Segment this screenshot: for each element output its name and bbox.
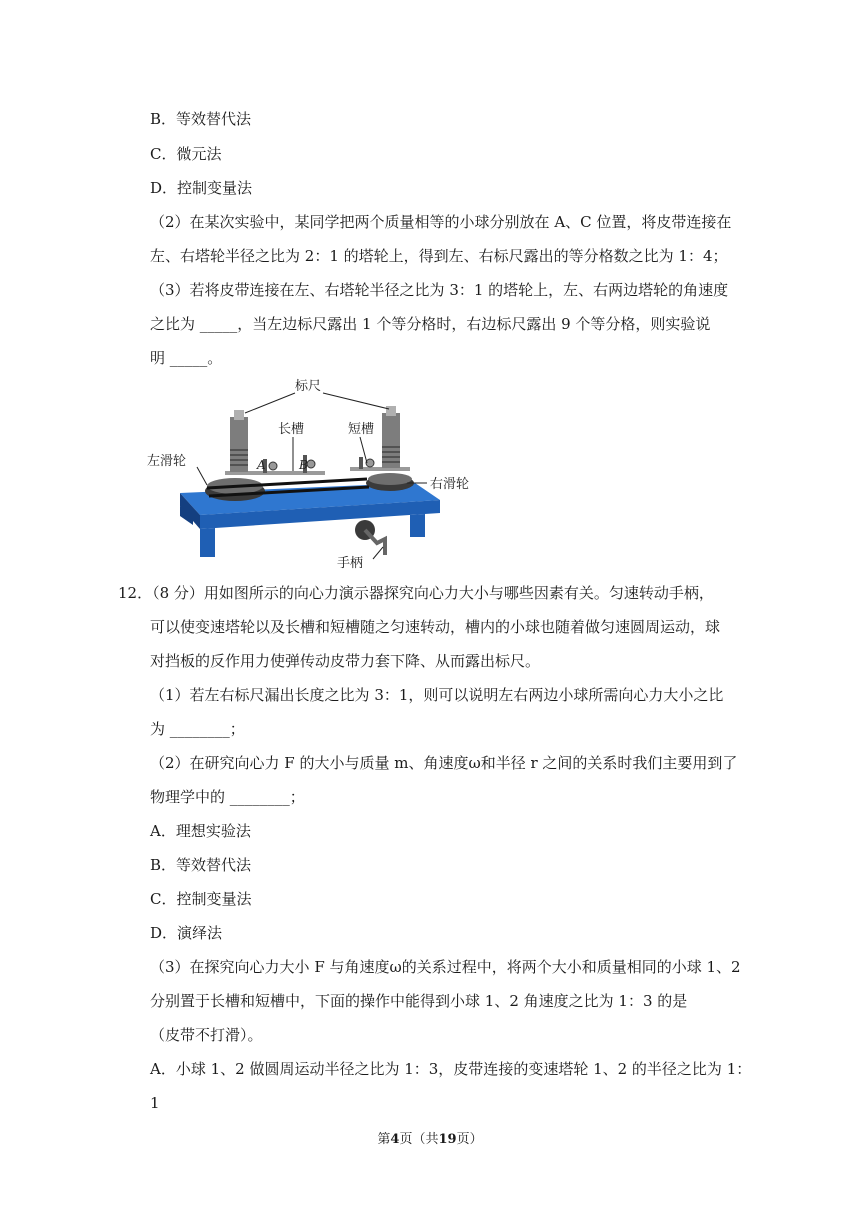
point-a-label: A bbox=[257, 458, 266, 472]
long-slot-label: 长槽 bbox=[278, 422, 305, 437]
question-12-line: 12．（8 分）用如图所示的向心力演示器探究向心力大小与哪些因素有关。匀速转动手柄， bbox=[118, 584, 714, 602]
paragraph-line: （3）若将皮带连接在左、右塔轮半径之比为 3：1 的塔轮上，左、右两边塔轮的角速度 bbox=[150, 281, 729, 299]
paragraph-line: （2）在研究向心力 F 的大小与质量 m、角速度ω和半径 r 之间的关系时我们主要用到了 bbox=[150, 754, 738, 772]
left-pulley-leader bbox=[197, 467, 207, 485]
option-b-line: B．等效替代法 bbox=[150, 856, 252, 874]
paragraph-line: （皮带不打滑）。 bbox=[150, 1026, 263, 1044]
paragraph-line: （1）若左右标尺漏出长度之比为 3：1，则可以说明左右两边小球所需向心力大小之比 bbox=[150, 686, 724, 704]
option-a-line: A．理想实验法 bbox=[150, 822, 251, 840]
paragraph-line: 之比为 _____，当左边标尺露出 1 个等分格时，右边标尺露出 9 个等分格，则实验说 bbox=[150, 315, 711, 333]
page-number: 4 bbox=[390, 1132, 400, 1147]
option-b-line: B．等效替代法 bbox=[150, 110, 252, 128]
option-c-line: C．控制变量法 bbox=[150, 890, 252, 908]
ruler-label: 标尺 bbox=[295, 379, 322, 394]
footer-middle: 页（共 bbox=[399, 1132, 439, 1147]
ball-a bbox=[269, 462, 277, 470]
paragraph-line: 对挡板的反作用力使弹传动皮带力套下降、从而露出标尺。 bbox=[150, 652, 541, 670]
ruler-leader bbox=[245, 393, 389, 413]
ball-b bbox=[307, 460, 315, 468]
left-column bbox=[230, 417, 248, 472]
point-b-label: B bbox=[299, 458, 308, 472]
total-pages: 19 bbox=[438, 1132, 457, 1147]
left-pulley-label: 左滑轮 bbox=[147, 454, 187, 469]
page-footer bbox=[0, 1131, 860, 1149]
footer-suffix: 页） bbox=[456, 1132, 483, 1147]
paragraph-line: 物理学中的 ________； bbox=[150, 788, 305, 806]
handle-label: 手柄 bbox=[337, 556, 364, 570]
paragraph-line: 1 bbox=[150, 1094, 160, 1112]
right-ruler bbox=[386, 406, 396, 416]
right-pulley-label: 右滑轮 bbox=[430, 477, 470, 492]
apparatus-leg bbox=[410, 514, 425, 537]
paragraph-line: 可以使变速塔轮以及长槽和短槽随之匀速转动，槽内的小球也随着做匀速圆周运动，球 bbox=[150, 618, 721, 636]
option-a-line: A．小球 1、2 做圆周运动半径之比为 1：3，皮带连接的变速塔轮 1、2 的半径之比为 1： bbox=[150, 1060, 752, 1078]
baffle bbox=[359, 457, 363, 469]
ball-right bbox=[366, 459, 374, 467]
option-d-line: D．控制变量法 bbox=[150, 179, 253, 197]
paragraph-line: （3）在探究向心力大小 F 与角速度ω的关系过程中，将两个大小和质量相同的小球 1、2 bbox=[150, 958, 741, 976]
paragraph-line: （2）在某次实验中，某同学把两个质量相等的小球分别放在 A、C 位置，将皮带连接在 bbox=[150, 213, 732, 231]
left-ruler bbox=[234, 410, 244, 420]
short-slot-label: 短槽 bbox=[348, 422, 375, 437]
centripetal-force-apparatus-figure bbox=[145, 375, 485, 570]
paragraph-line: 分别置于长槽和短槽中，下面的操作中能得到小球 1、2 角速度之比为 1：3 的是 bbox=[150, 992, 688, 1010]
handle-crank bbox=[365, 530, 385, 555]
footer-prefix: 第 bbox=[377, 1132, 391, 1147]
apparatus-leg bbox=[200, 528, 215, 557]
option-d-line: D．演绎法 bbox=[150, 924, 223, 942]
paragraph-line: 明 _____。 bbox=[150, 349, 223, 367]
right-column bbox=[382, 413, 400, 468]
paragraph-line: 左、右塔轮半径之比为 2：1 的塔轮上，得到左、右标尺露出的等分格数之比为 1：4； bbox=[150, 247, 728, 265]
paragraph-line: 为 ________； bbox=[150, 720, 245, 738]
option-c-line: C．微元法 bbox=[150, 145, 222, 163]
handle-leader bbox=[373, 547, 383, 559]
right-pulley-top bbox=[368, 473, 412, 485]
